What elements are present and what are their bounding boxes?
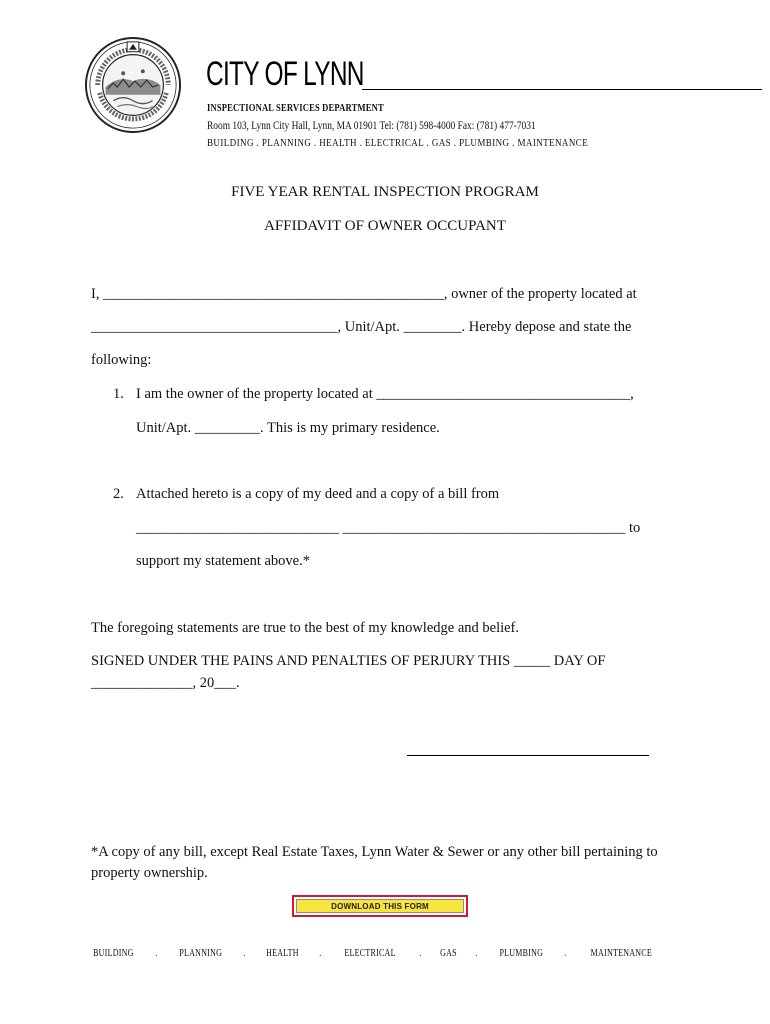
item-1-line-2: Unit/Apt. _________. This is my primary residence. (136, 420, 440, 436)
footer-item: PLANNING (179, 948, 222, 959)
department-address: Room 103, Lynn City Hall, Lynn, MA 01901 Tel: (781) 598-4000 Fax: (781) 477-7031 (207, 120, 536, 132)
affidavit-title: AFFIDAVIT OF OWNER OCCUPANT (264, 218, 506, 234)
city-title: CITY OF LYNN (206, 55, 364, 93)
signed-line-2: ______________, 20___. (91, 675, 240, 691)
intro-line-1: I, _______________________________________________, owner of the property located at (91, 286, 637, 302)
footer-separator: . (474, 948, 478, 959)
footer-item: ELECTRICAL (344, 948, 397, 959)
footer-item: PLUMBING (499, 948, 543, 959)
city-seal-icon (84, 36, 182, 134)
department-name: INSPECTIONAL SERVICES DEPARTMENT (207, 102, 384, 114)
item-1-line-1: I am the owner of the property located at ___________________________________, (136, 386, 634, 402)
footer-item: BUILDING (93, 948, 134, 959)
footer-item: MAINTENANCE (591, 948, 653, 959)
intro-line-2: __________________________________, Unit/Apt. ________. Hereby depose and state the (91, 319, 632, 335)
footer-separator: . (319, 948, 322, 959)
item-1-number: 1. (113, 386, 124, 402)
footer-separator: . (155, 948, 158, 959)
download-form-button-label: DOWNLOAD THIS FORM (296, 899, 464, 913)
footer-item: HEALTH (266, 948, 300, 959)
signature-line (407, 755, 649, 756)
footer-separator: . (243, 948, 247, 959)
footnote: *A copy of any bill, except Real Estate Taxes, Lynn Water & Sewer or any other bill pertaining to property ownership. (91, 844, 658, 881)
download-form-button[interactable] (292, 895, 468, 917)
item-2-number: 2. (113, 486, 124, 502)
item-2-line-1: Attached hereto is a copy of my deed and a copy of a bill from (136, 486, 500, 502)
intro-line-3: following: (91, 352, 152, 368)
footer-separator: . (564, 948, 567, 959)
title-rule (362, 89, 762, 90)
item-2-line-3: support my statement above.* (136, 553, 310, 569)
footer-services (88, 948, 660, 959)
item-2-line-2: ____________________________ _______________________________________ to (136, 520, 641, 536)
foregoing-statement: The foregoing statements are true to the best of my knowledge and belief. (91, 620, 520, 636)
footer-item: GAS (439, 948, 457, 959)
footer-separator: . (418, 948, 422, 959)
services-list: BUILDING . PLANNING . HEALTH . ELECTRICAL . GAS . PLUMBING . MAINTENANCE (207, 137, 589, 149)
signed-line-1: SIGNED UNDER THE PAINS AND PENALTIES OF PERJURY THIS _____ DAY OF (91, 653, 606, 669)
program-title: FIVE YEAR RENTAL INSPECTION PROGRAM (231, 184, 539, 200)
